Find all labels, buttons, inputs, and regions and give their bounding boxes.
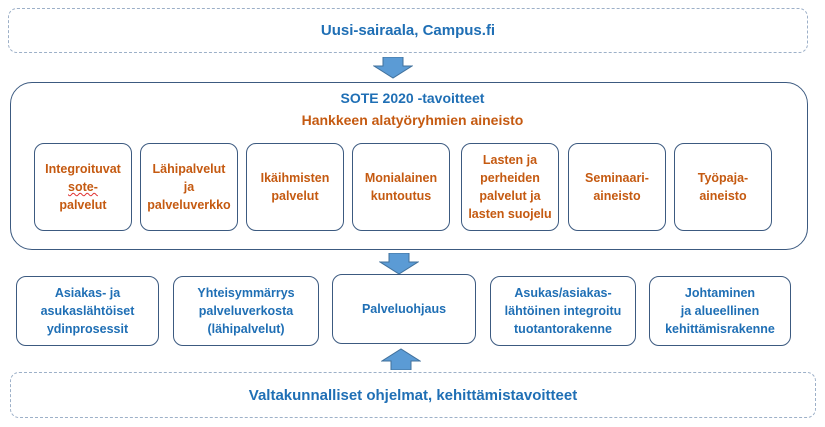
- node-line: Yhteisymmärrys: [197, 285, 295, 300]
- outcome-kehittamisrakenne: [649, 276, 791, 346]
- node-line: Ikäihmisten: [260, 170, 330, 185]
- node-line: ja alueellinen: [680, 303, 760, 318]
- workgroup-lasten: [461, 143, 559, 231]
- node-line: Lasten ja: [482, 152, 538, 167]
- node-line: palvelut: [59, 198, 107, 213]
- workgroup-monialainen: [352, 143, 450, 231]
- workgroup-lahipalvelut: [140, 143, 238, 231]
- node-line: ja: [183, 179, 195, 194]
- node-line: asukaslähtöiset: [40, 303, 135, 318]
- source-box-bottom-label: Valtakunnalliset ohjelmat, kehittämistavoitteet: [248, 386, 578, 404]
- source-box-top-label: Uusi-sairaala, Campus.fi: [320, 22, 496, 39]
- node-line: Lähipalvelut: [152, 161, 226, 176]
- main-group-subtitle: Hankkeen alatyöryhmien aineisto: [301, 112, 524, 128]
- node-line: sote-: [68, 179, 98, 194]
- source-box-top: [8, 8, 808, 53]
- outcome-ydinprosessit: [16, 276, 159, 346]
- node-line: Asukas/asiakas-: [514, 285, 612, 300]
- node-line: palveluverkosta: [198, 303, 294, 318]
- node-line: perheiden: [480, 170, 540, 185]
- node-line: Integroituvat: [45, 161, 121, 176]
- workgroup-seminaari: [568, 143, 666, 231]
- node-line: aineisto: [593, 189, 641, 203]
- outcome-tuotantorakenne: [490, 276, 636, 346]
- source-box-bottom: [10, 372, 816, 418]
- node-line: Monialainen: [364, 170, 438, 185]
- arrow-up-icon: [381, 348, 421, 370]
- workgroup-ikaihmisten: [246, 143, 344, 231]
- main-group-title: SOTE 2020 -tavoitteet: [340, 90, 485, 106]
- node-line: (lähipalvelut): [207, 322, 285, 337]
- node-line: Johtaminen: [684, 285, 756, 300]
- workgroup-integroituvat: [34, 143, 132, 231]
- arrow-down-icon: [373, 57, 413, 79]
- outcome-palveluohjaus: [332, 274, 476, 344]
- node-line: tuotantorakenne: [514, 322, 612, 337]
- arrow-down-icon: [379, 253, 419, 275]
- node-line: kuntoutus: [370, 189, 432, 203]
- node-line: lähtöinen integroitu: [504, 303, 622, 318]
- node-line: palvelut: [271, 189, 319, 203]
- node-line: lasten suojelu: [468, 207, 552, 222]
- node-line: palvelut ja: [479, 189, 541, 203]
- node-line: palveluverkko: [147, 198, 231, 213]
- node-line: Seminaari-: [585, 170, 649, 185]
- node-line: Työpaja-: [697, 170, 749, 185]
- node-line: aineisto: [699, 189, 747, 203]
- node-line: Palveluohjaus: [361, 301, 447, 316]
- node-line: kehittämisrakenne: [665, 322, 775, 337]
- node-line: ydinprosessit: [46, 322, 129, 337]
- outcome-palveluverkko: [173, 276, 319, 346]
- node-line: Asiakas- ja: [54, 285, 121, 300]
- workgroup-tyopaja: [674, 143, 772, 231]
